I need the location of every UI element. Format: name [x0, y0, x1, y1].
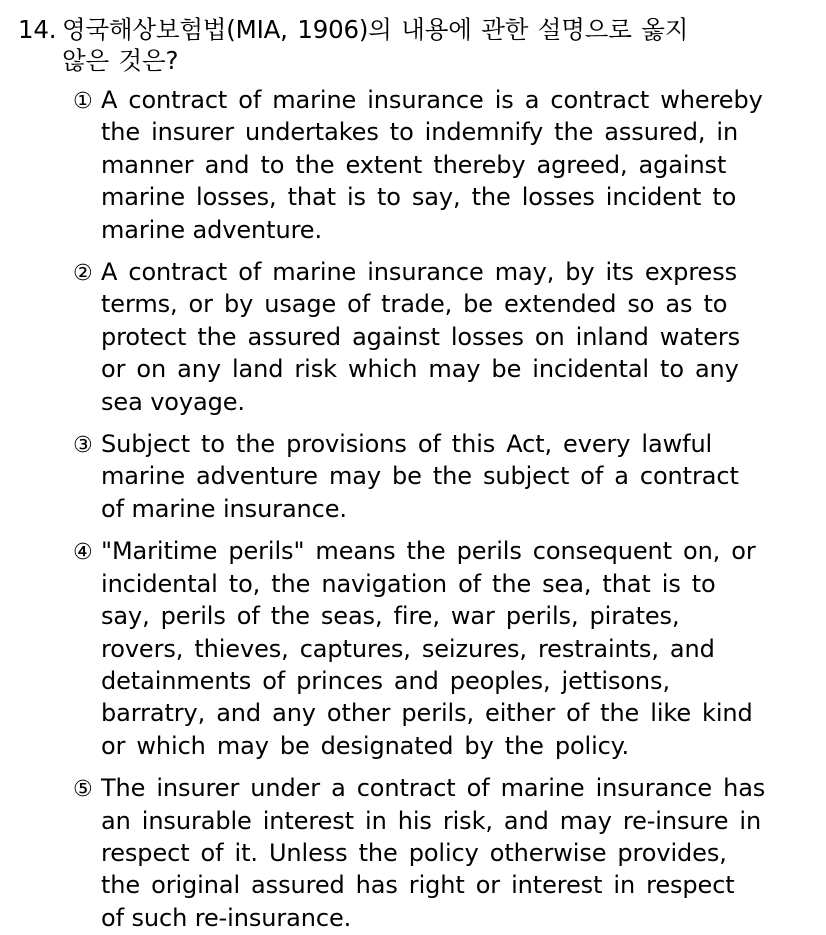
option-marker-2: ② — [73, 261, 93, 287]
option-text-line: of marine insurance. — [101, 494, 347, 523]
option-text-line: marine adventure may be the subject of a contract — [101, 462, 739, 491]
question-line — [18, 14, 806, 45]
option-text-line: Subject to the provisions of this Act, every lawful — [101, 430, 713, 459]
question-text-line: 영국해상보험법(MIA, 1906)의 내용에 관한 설명으로 옳지 — [62, 15, 689, 44]
option-text-line: detainments of princes and peoples, jettisons, — [101, 666, 670, 695]
answer-option-4[interactable] — [18, 536, 806, 763]
option-line — [73, 601, 806, 633]
answer-option-1[interactable] — [18, 85, 806, 247]
option-text-line: marine losses, that is to say, the losses incident to — [101, 183, 737, 212]
answer-options-list — [18, 85, 806, 935]
option-line — [73, 215, 806, 247]
option-line — [73, 429, 806, 461]
option-marker-3: ③ — [73, 433, 93, 459]
option-line — [73, 257, 806, 289]
option-text-line: barratry, and any other perils, either of the like kind — [101, 699, 753, 728]
option-text-line: respect of it. Unless the policy otherwise provides, — [101, 838, 727, 867]
option-text-line: manner and to the extent thereby agreed, against — [101, 150, 727, 179]
option-marker-5: ⑤ — [73, 777, 93, 803]
option-line — [73, 666, 806, 698]
option-text-line: marine adventure. — [101, 215, 323, 244]
option-text-line: or which may be designated by the policy. — [101, 731, 629, 760]
option-line — [73, 289, 806, 321]
option-text-line: an insurable interest in his risk, and may re-insure in — [101, 806, 762, 835]
option-line — [73, 731, 806, 763]
option-marker-1: ① — [73, 89, 93, 114]
answer-option-3[interactable] — [18, 429, 806, 526]
option-text-line: The insurer under a contract of marine insurance has — [101, 774, 766, 803]
option-text-line: "Maritime perils" means the perils consequent on, or — [101, 537, 756, 566]
option-line — [73, 182, 806, 214]
option-line — [73, 806, 806, 838]
question-line — [18, 45, 806, 76]
option-line — [73, 773, 806, 805]
option-text-line: incidental to, the navigation of the sea, that is to — [101, 569, 716, 598]
question-number: 14. — [18, 15, 57, 44]
option-line — [73, 903, 806, 935]
option-text-line: rovers, thieves, captures, seizures, restraints, and — [101, 634, 715, 663]
option-marker-4: ④ — [73, 540, 93, 566]
option-line — [73, 85, 806, 117]
option-line — [73, 150, 806, 182]
option-text-line: the original assured has right or interest in respect — [101, 871, 735, 900]
option-line — [73, 634, 806, 666]
option-line — [73, 354, 806, 386]
option-line — [73, 322, 806, 354]
option-text-line: sea voyage. — [101, 387, 245, 416]
option-line — [73, 838, 806, 870]
option-line — [73, 536, 806, 568]
option-text-line: say, perils of the seas, fire, war perils, pirates, — [101, 602, 680, 631]
option-line — [73, 698, 806, 730]
option-text-line: or on any land risk which may be incidental to any — [101, 355, 739, 384]
option-text-line: A contract of marine insurance is a contract whereby — [101, 86, 763, 114]
option-line — [73, 494, 806, 526]
answer-option-5[interactable] — [18, 773, 806, 935]
question-text-line: 않은 것은? — [62, 46, 179, 75]
answer-option-2[interactable] — [18, 257, 806, 419]
option-text-line: the insurer undertakes to indemnify the assured, in — [101, 118, 739, 147]
option-line — [73, 569, 806, 601]
option-line — [73, 387, 806, 419]
option-text-line: A contract of marine insurance may, by its express — [101, 258, 738, 287]
option-text-line: protect the assured against losses on inland waters — [101, 322, 741, 351]
option-line — [73, 461, 806, 493]
option-text-line: terms, or by usage of trade, be extended so as to — [101, 290, 728, 319]
question-stem — [18, 14, 806, 76]
option-line — [73, 117, 806, 149]
option-line — [73, 870, 806, 902]
option-text-line: of such re-insurance. — [101, 903, 352, 932]
